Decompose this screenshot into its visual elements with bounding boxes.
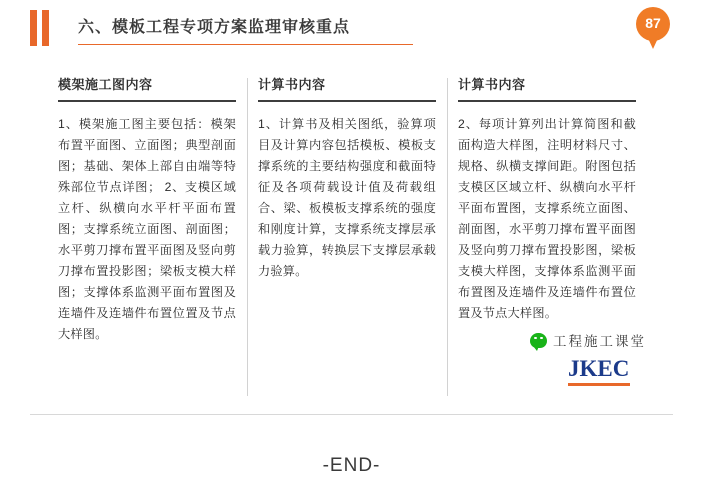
column-2 [258,74,436,399]
column-1-title: 模架施工图内容 [58,74,236,102]
slide-header [0,0,703,58]
footer-divider [30,414,673,415]
wechat-badge [530,330,650,392]
header-accent-bars [30,10,56,46]
end-label: -END- [322,455,381,476]
column-3-body: 2、每项计算列出计算简图和截面构造大样图，注明材料尺寸、规格、纵横支撑间距。附图包括支模区区域立杆、纵横向水平杆平面布置图，支撑系统立面图、剖面图，水平剪刀撑布置平面图及竖向剪刀撑布置投影图，梁板支模大样图，支撑体系监测平面布置图及连墙件及连墙件布置位置及节点大样图。 [458,117,636,320]
column-1 [58,74,236,399]
accent-bar-1 [30,10,37,46]
wechat-account-name: 工程施工课堂 [553,334,646,349]
column-3-title: 计算书内容 [458,74,636,102]
wechat-icon-eye-left [534,337,537,340]
wechat-icon-eye-right [540,337,543,340]
column-2-title: 计算书内容 [258,74,436,102]
page-number: 87 [645,15,661,31]
column-divider-1 [247,78,248,396]
page-title: 六、模板工程专项方案监理审核重点 [78,19,351,36]
brand-logo-underline [568,383,630,386]
page-number-balloon [636,7,670,51]
accent-bar-2 [42,10,49,46]
wechat-icon [530,333,547,348]
brand-logo-text: JKEC [568,356,630,381]
wechat-account-row [530,330,646,350]
column-divider-2 [447,78,448,396]
column-1-body: 1、模架施工图主要包括：模架布置平面图、立面图；典型剖面图；基础、架体上部自由端等特殊部位节点详图； 2、支模区域立杆、纵横向水平杆平面布置图；支撑系统立面图、剖面图；水平剪刀撑布置平面图及竖向剪刀撑布置投影图；梁板支模大样图；支撑体系监测平面布置图及连墙件及连墙件布置位置及节点大样图。 [58,117,236,341]
column-2-body: 1、计算书及相关图纸，验算项目及计算内容包括模板、模板支撑系统的主要结构强度和截面特征及各项荷载设计值及荷载组合、梁、板模板支撑系统的强度和刚度计算，支撑系统支撑层承载力验算，转换层下支撑层承载力验算。 [258,117,436,278]
header-underline [78,44,413,45]
